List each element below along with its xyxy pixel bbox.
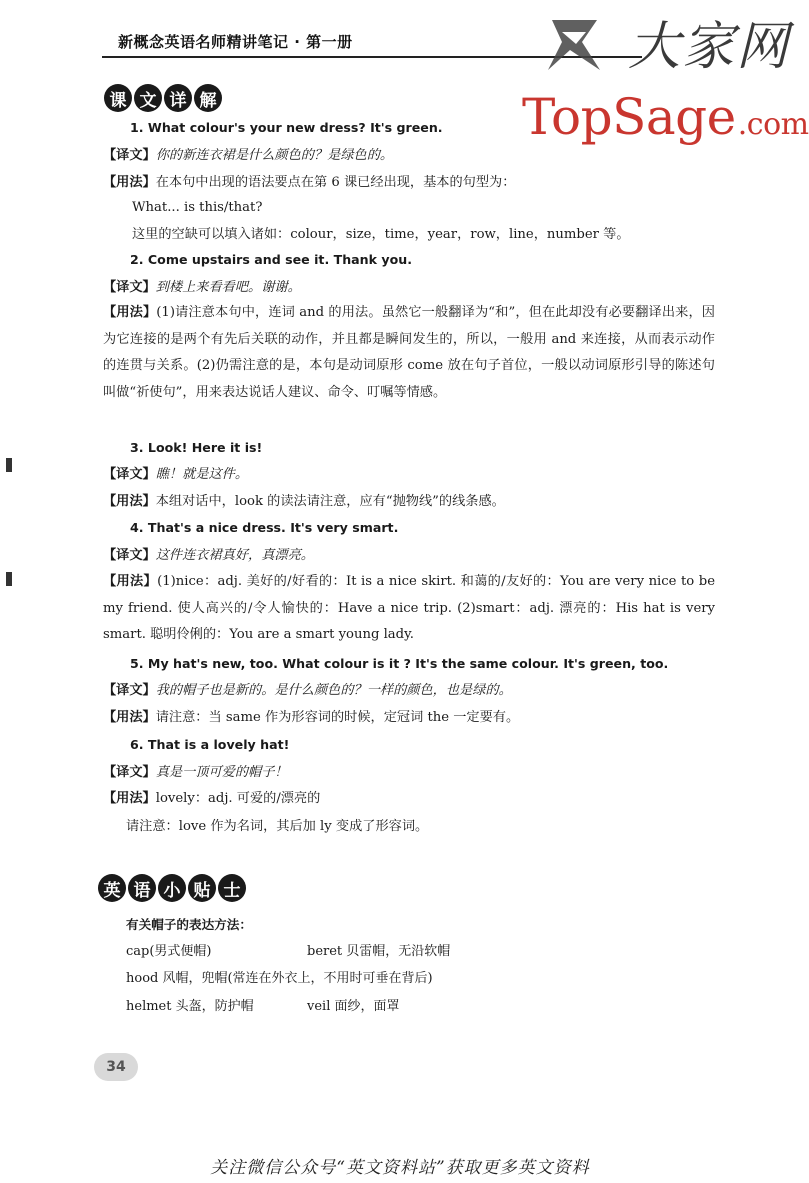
usage-tag: 【用法】 (103, 791, 156, 806)
usage-tag: 【用法】 (103, 574, 158, 589)
translation-text: 这件连衣裙真好，真漂亮。 (155, 548, 314, 563)
tip-term: helmet 头盔，防护帽 (126, 999, 254, 1014)
usage-text: 在本句中出现的语法要点在第 6 课已经出现，基本的句型为： (155, 175, 516, 190)
note-line: 这里的空缺可以填入诸如：colour，size，time，year，row，line，number 等。 (132, 227, 630, 242)
tip-term: veil 面纱，面罩 (307, 999, 400, 1014)
banner-char: 详 (164, 84, 192, 112)
item-heading: 2. Come upstairs and see it. Thank you. (130, 252, 413, 267)
section-banner-lesson-notes (104, 84, 222, 112)
tip-row (126, 995, 400, 1014)
usage-line (103, 709, 715, 727)
translation-tag: 【译文】 (103, 148, 156, 163)
margin-mark (6, 572, 12, 586)
translation-line (103, 279, 715, 297)
usage-line (103, 493, 715, 511)
usage-text: 请注意：当 same 作为形容词的时候，定冠词 the 一定要有。 (155, 710, 520, 725)
translation-line (103, 682, 715, 700)
usage-text: lovely：adj. 可爱的/漂亮的 (155, 791, 321, 806)
translation-text: 我的帽子也是新的。是什么颜色的？一样的颜色，也是绿的。 (155, 683, 512, 698)
translation-tag: 【译文】 (103, 467, 156, 482)
usage-text: (1)请注意本句中，连词 and 的用法。虽然它一般翻译为“和”，但在此却没有必要翻译出来，因为它连接的是两个有先后关联的动作，并且都是瞬间发生的，所以，一般用 and 来连接，从而表示动作的连贯与关系。(2)仍需注意的是，本句是动词原形 come 放在句子首位，一般以动词原形引导的陈述句叫做“祈使句”，用来表达说话人建议、命令、叮嘱等情感。 (103, 305, 715, 400)
pattern-line: What... is this/that? (132, 200, 263, 215)
banner-char: 贴 (188, 874, 216, 902)
translation-tag: 【译文】 (103, 280, 156, 295)
item-heading: 4. That's a nice dress. It's very smart. (130, 520, 399, 535)
logo-english-name: TopSage (522, 88, 736, 146)
item-heading: 5. My hat's new, too. What colour is it ? It's the same colour. It's green, too. (130, 656, 669, 671)
translation-line (103, 547, 715, 565)
translation-line (103, 764, 715, 782)
usage-text: (1)nice：adj. 美好的/好看的：It is a nice skirt. 和蔼的/友好的：You are very nice to be my friend. 使人高兴的/令人愉快的：Have a nice trip. (2)smart：adj. 漂亮的：His hat is very smart. 聪明伶俐的：You are a smart young lady. (103, 574, 715, 642)
usage-paragraph (103, 569, 715, 649)
usage-tag: 【用法】 (103, 710, 156, 725)
logo-chinese: 大家网 (628, 17, 791, 77)
tip-term: hood 风帽，兜帽(常连在外衣上，不用时可垂在背后) (126, 971, 433, 986)
tip-row (126, 967, 433, 986)
usage-tag: 【用法】 (103, 175, 156, 190)
tip-term: cap(男式便帽) (126, 944, 212, 959)
margin-mark (6, 458, 12, 472)
translation-text: 瞧！就是这件。 (155, 467, 249, 482)
translation-tag: 【译文】 (103, 683, 156, 698)
usage-line (103, 790, 715, 808)
translation-tag: 【译文】 (103, 548, 156, 563)
item-heading: 1. What colour's your new dress? It's green. (130, 120, 443, 135)
usage-text: 本组对话中，look 的读法请注意，应有“抛物线”的线条感。 (155, 494, 505, 509)
logo-mark-icon (542, 10, 612, 80)
banner-char: 解 (194, 84, 222, 112)
translation-text: 真是一顶可爱的帽子！ (155, 765, 288, 780)
banner-char: 小 (158, 874, 186, 902)
book-title: 新概念英语名师精讲笔记 · 第一册 (118, 33, 353, 51)
translation-text: 你的新连衣裙是什么颜色的？是绿色的。 (155, 148, 394, 163)
usage-line (103, 174, 715, 192)
section-banner-english-tips (98, 874, 246, 902)
logo-english-suffix: .com (737, 107, 809, 142)
footer-note: 关注微信公众号“英文资料站”获取更多英文资料 (210, 1158, 590, 1178)
translation-line (103, 147, 715, 165)
logo-english (522, 88, 809, 146)
item-heading: 3. Look! Here it is! (130, 440, 263, 455)
watermark-logo (522, 0, 809, 160)
translation-tag: 【译文】 (103, 765, 156, 780)
page-number: 34 (94, 1053, 138, 1081)
usage-paragraph (103, 300, 715, 406)
tips-heading: 有关帽子的表达方法： (126, 917, 252, 932)
banner-char: 课 (104, 84, 132, 112)
item-heading: 6. That is a lovely hat! (130, 737, 290, 752)
banner-char: 英 (98, 874, 126, 902)
banner-char: 士 (218, 874, 246, 902)
tip-term: beret 贝雷帽，无沿软帽 (307, 944, 451, 959)
usage-tag: 【用法】 (103, 494, 156, 509)
banner-char: 语 (128, 874, 156, 902)
banner-char: 文 (134, 84, 162, 112)
tip-row (126, 940, 451, 959)
note-line: 请注意：love 作为名词，其后加 ly 变成了形容词。 (126, 819, 429, 834)
translation-line (103, 466, 715, 484)
usage-tag: 【用法】 (103, 305, 157, 320)
translation-text: 到楼上来看看吧。谢谢。 (155, 280, 301, 295)
